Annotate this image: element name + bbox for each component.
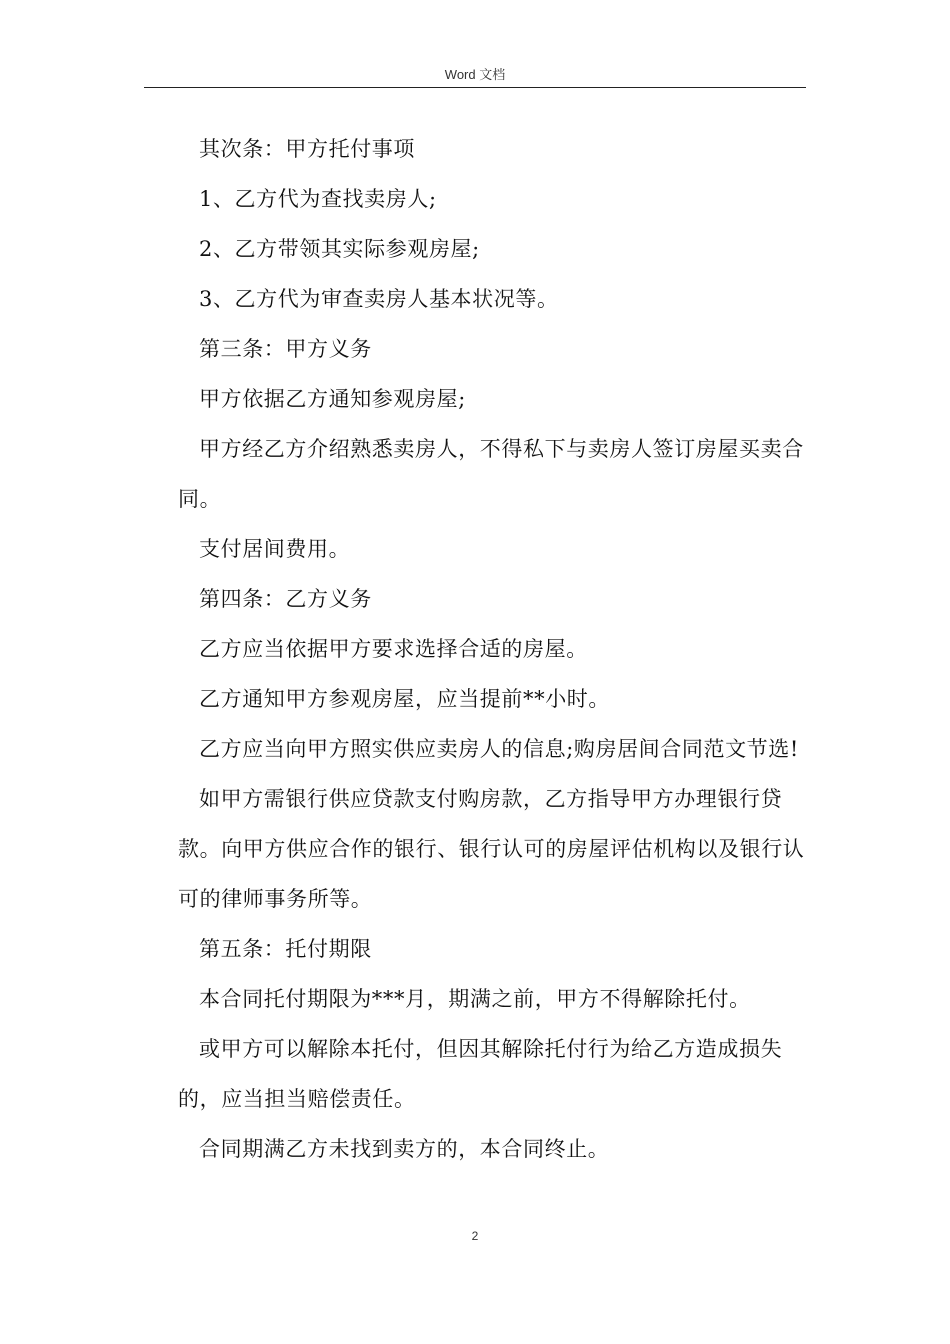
document-body bbox=[178, 124, 808, 1174]
page-header: Word 文档 bbox=[444, 67, 506, 82]
paragraph: 3、乙方代为审查卖房人基本状况等。 bbox=[199, 287, 559, 311]
paragraph: 第三条：甲方义务 bbox=[199, 337, 372, 361]
paragraph: 甲方依据乙方通知参观房屋; bbox=[199, 387, 466, 411]
paragraph: 2、乙方带领其实际参观房屋; bbox=[199, 237, 480, 261]
paragraph: 合同期满乙方未找到卖方的，本合同终止。 bbox=[199, 1137, 610, 1161]
paragraph: 1、乙方代为查找卖房人; bbox=[199, 187, 437, 211]
paragraph: 第四条：乙方义务 bbox=[199, 587, 372, 611]
paragraph: 乙方通知甲方参观房屋，应当提前**小时。 bbox=[199, 687, 610, 711]
paragraph: 其次条：甲方托付事项 bbox=[199, 137, 415, 161]
paragraph: 或甲方可以解除本托付，但因其解除托付行为给乙方造成损失的，应当担当赔偿责任。 bbox=[178, 1037, 783, 1111]
paragraph: 乙方应当向甲方照实供应卖房人的信息;购房居间合同范文节选! bbox=[199, 737, 799, 761]
paragraph: 第五条：托付期限 bbox=[199, 937, 372, 961]
page-number: 2 bbox=[471, 1229, 479, 1243]
paragraph: 支付居间费用。 bbox=[199, 537, 351, 561]
paragraph: 乙方应当依据甲方要求选择合适的房屋。 bbox=[199, 637, 588, 661]
header-divider bbox=[144, 87, 806, 88]
paragraph: 甲方经乙方介绍熟悉卖房人，不得私下与卖房人签订房屋买卖合同。 bbox=[178, 437, 804, 511]
paragraph: 如甲方需银行供应贷款支付购房款，乙方指导甲方办理银行贷款。向甲方供应合作的银行、银行认可的房屋评估机构以及银行认可的律师事务所等。 bbox=[178, 787, 805, 911]
paragraph: 本合同托付期限为***月，期满之前，甲方不得解除托付。 bbox=[199, 987, 751, 1011]
